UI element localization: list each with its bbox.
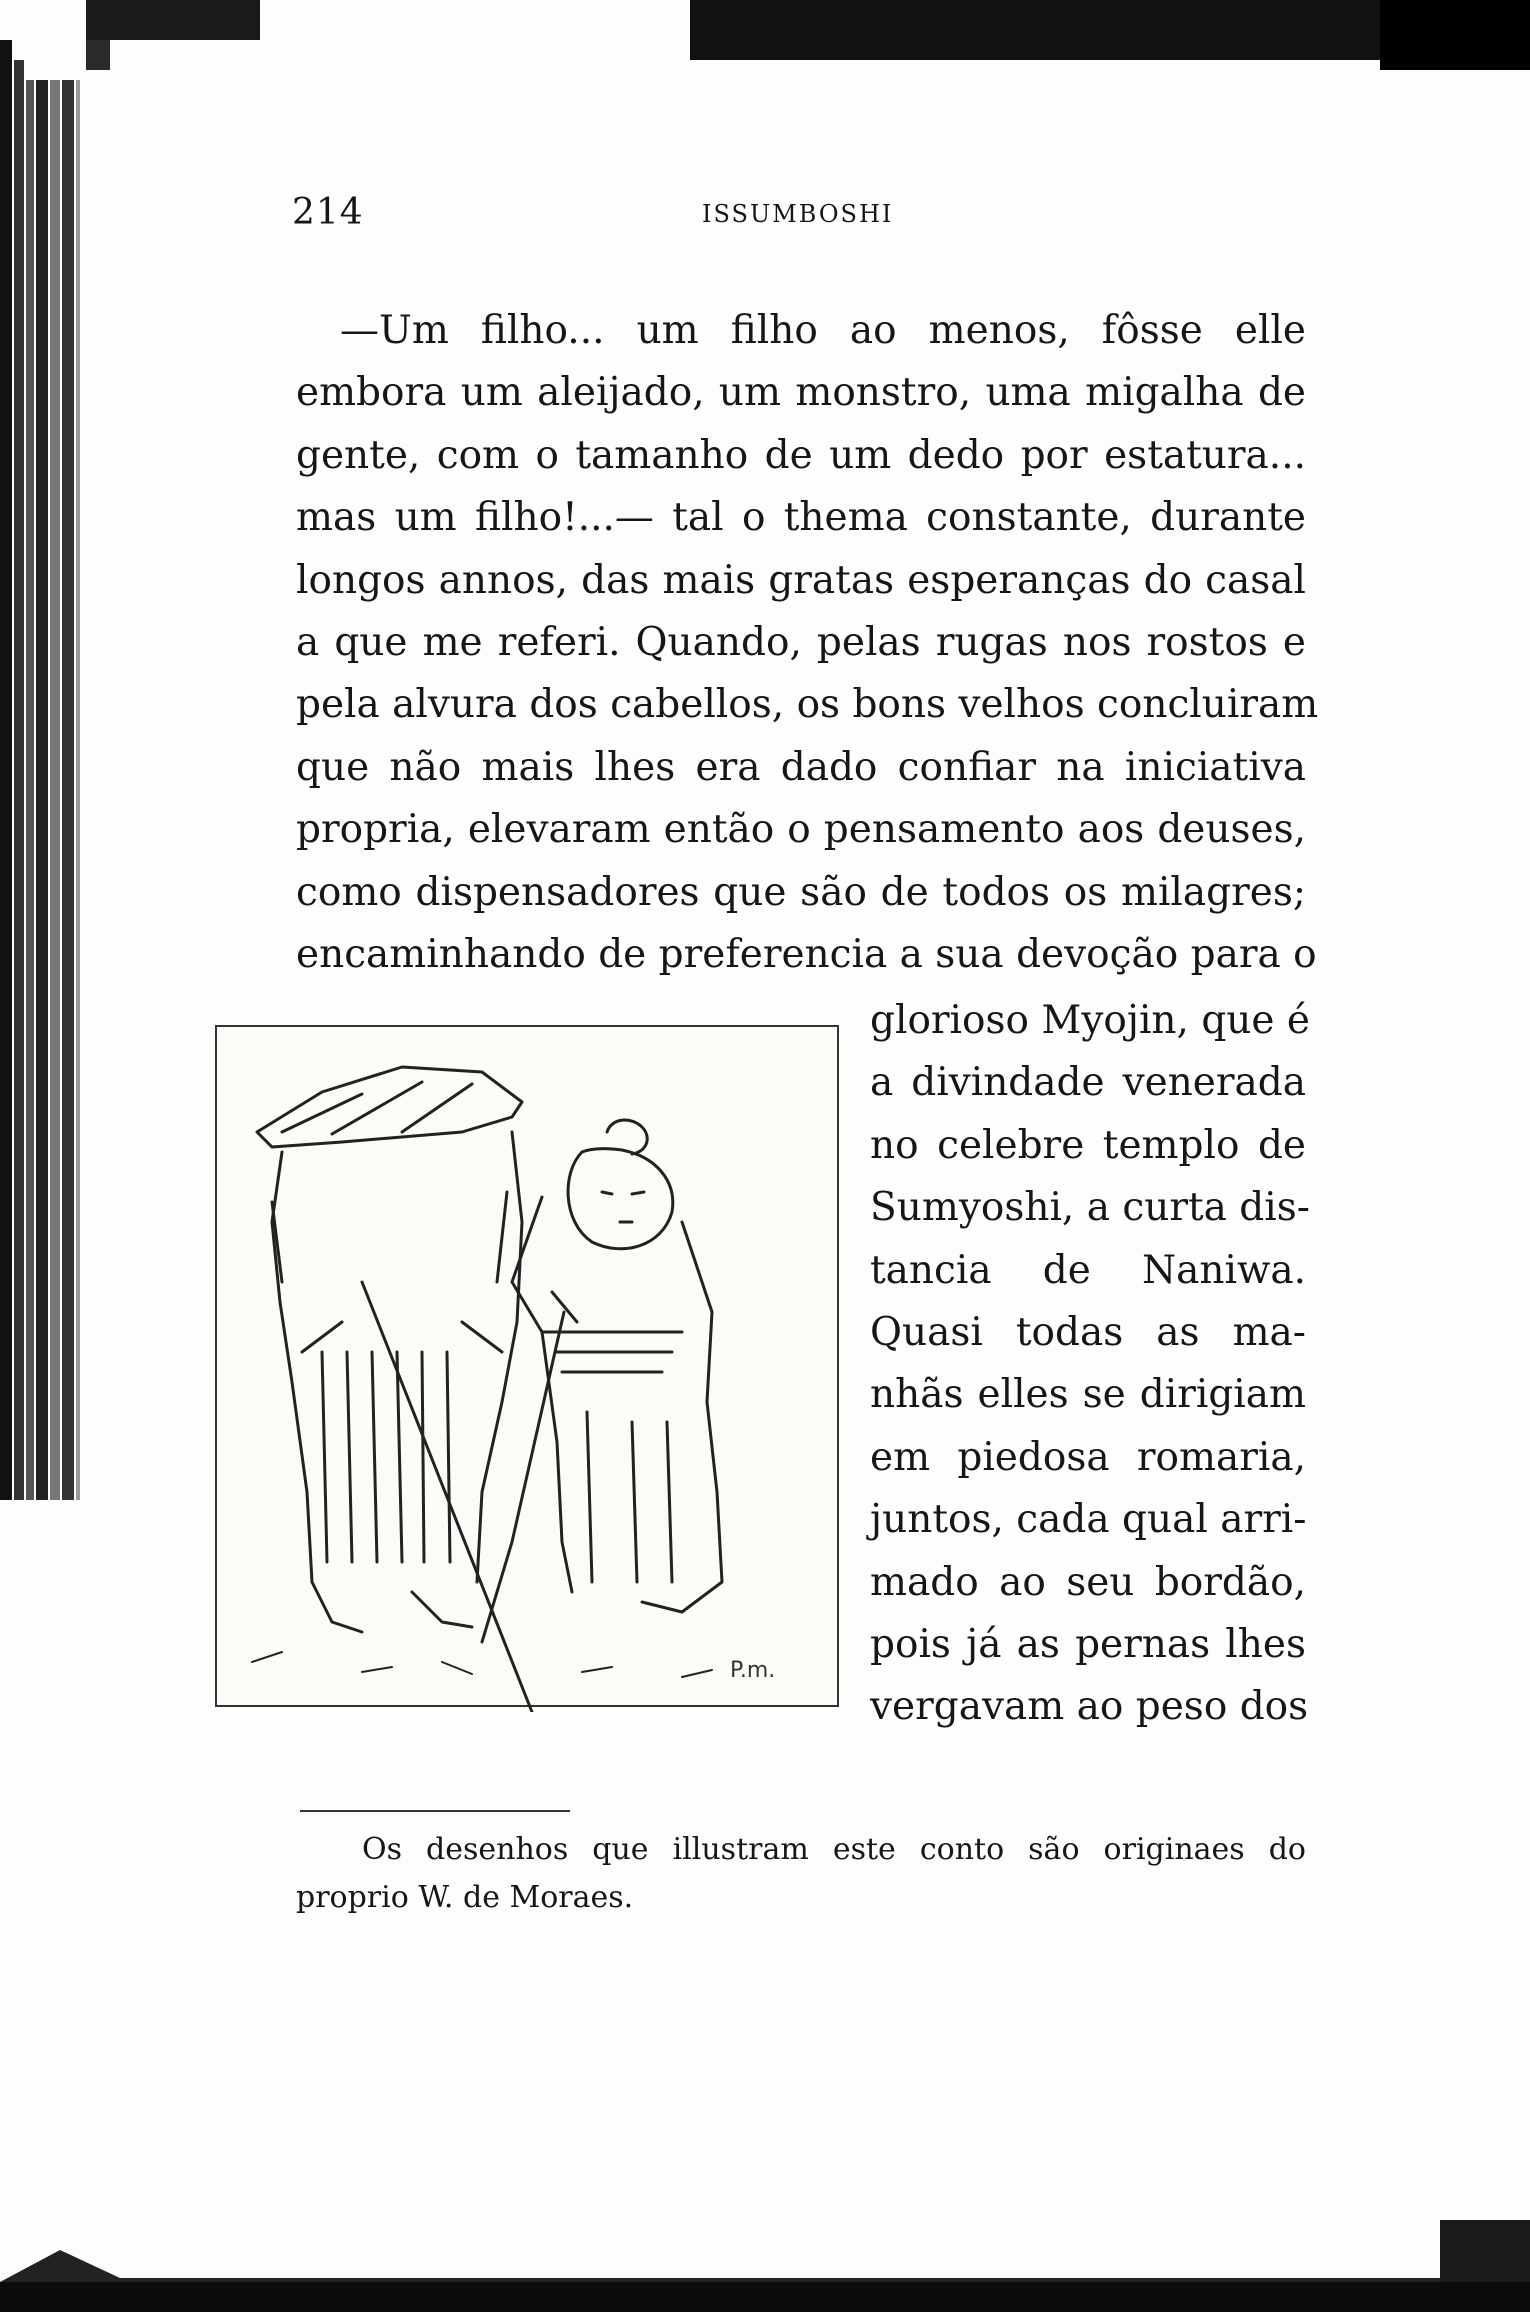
- footnote-line: proprio W. de Moraes.: [296, 1880, 634, 1915]
- text-line: longos annos, das mais gratas esperanças do casal: [296, 557, 1306, 603]
- wrapped-text-column: [870, 990, 1310, 1739]
- text-line: Sumyoshi, a curta dis-: [870, 1185, 1310, 1231]
- text-line: como dispensadores que são de todos os milagres;: [296, 869, 1306, 915]
- scan-edge-left: [0, 0, 86, 1500]
- text-line: juntos, cada qual arri-: [870, 1497, 1307, 1543]
- running-title: ISSUMBOSHI: [702, 200, 894, 228]
- footnote: [296, 1826, 1306, 1922]
- body-text: [296, 300, 1319, 986]
- scan-edge-top: [0, 0, 1530, 70]
- text-line: gente, com o tamanho de um dedo por estatura...: [296, 432, 1306, 478]
- text-line: Quasi todas as ma-: [870, 1309, 1306, 1355]
- text-line: no celebre templo de: [870, 1122, 1306, 1168]
- page-header: [292, 192, 1302, 242]
- text-line: pois já as pernas lhes: [870, 1621, 1306, 1667]
- text-line: a divindade venerada: [870, 1060, 1306, 1106]
- text-line: propria, elevaram então o pensamento aos deuses,: [296, 807, 1306, 853]
- text-line: tancia de Naniwa.: [870, 1247, 1306, 1293]
- scan-edge-bottom: [0, 2220, 1530, 2312]
- text-line: em piedosa romaria,: [870, 1434, 1306, 1480]
- text-line: nhãs elles se dirigiam: [870, 1372, 1306, 1418]
- illustration-signature: P.m.: [730, 1658, 776, 1683]
- text-line: pela alvura dos cabellos, os bons velhos concluiram: [296, 682, 1319, 728]
- text-line: vergavam ao peso dos: [870, 1684, 1309, 1730]
- footnote-line: Os desenhos que illustram este conto são originaes do: [362, 1832, 1306, 1867]
- text-line: a que me referi. Quando, pelas rugas nos rostos e: [296, 619, 1306, 665]
- text-line: glorioso Myojin, que é: [870, 998, 1310, 1043]
- pilgrims-illustration: [212, 1022, 842, 1712]
- text-line: mas um filho!...— tal o thema constante, durante: [296, 495, 1306, 541]
- footnote-rule: [300, 1810, 570, 1812]
- page-number: 214: [292, 192, 364, 233]
- text-line: encaminhando de preferencia a sua devoção para o: [296, 931, 1317, 977]
- text-line: que não mais lhes era dado confiar na iniciativa: [296, 744, 1306, 790]
- text-line: embora um aleijado, um monstro, uma migalha de: [296, 370, 1306, 416]
- text-line: —Um filho... um filho ao menos, fôsse elle: [340, 308, 1306, 353]
- text-line: mado ao seu bordão,: [870, 1559, 1306, 1605]
